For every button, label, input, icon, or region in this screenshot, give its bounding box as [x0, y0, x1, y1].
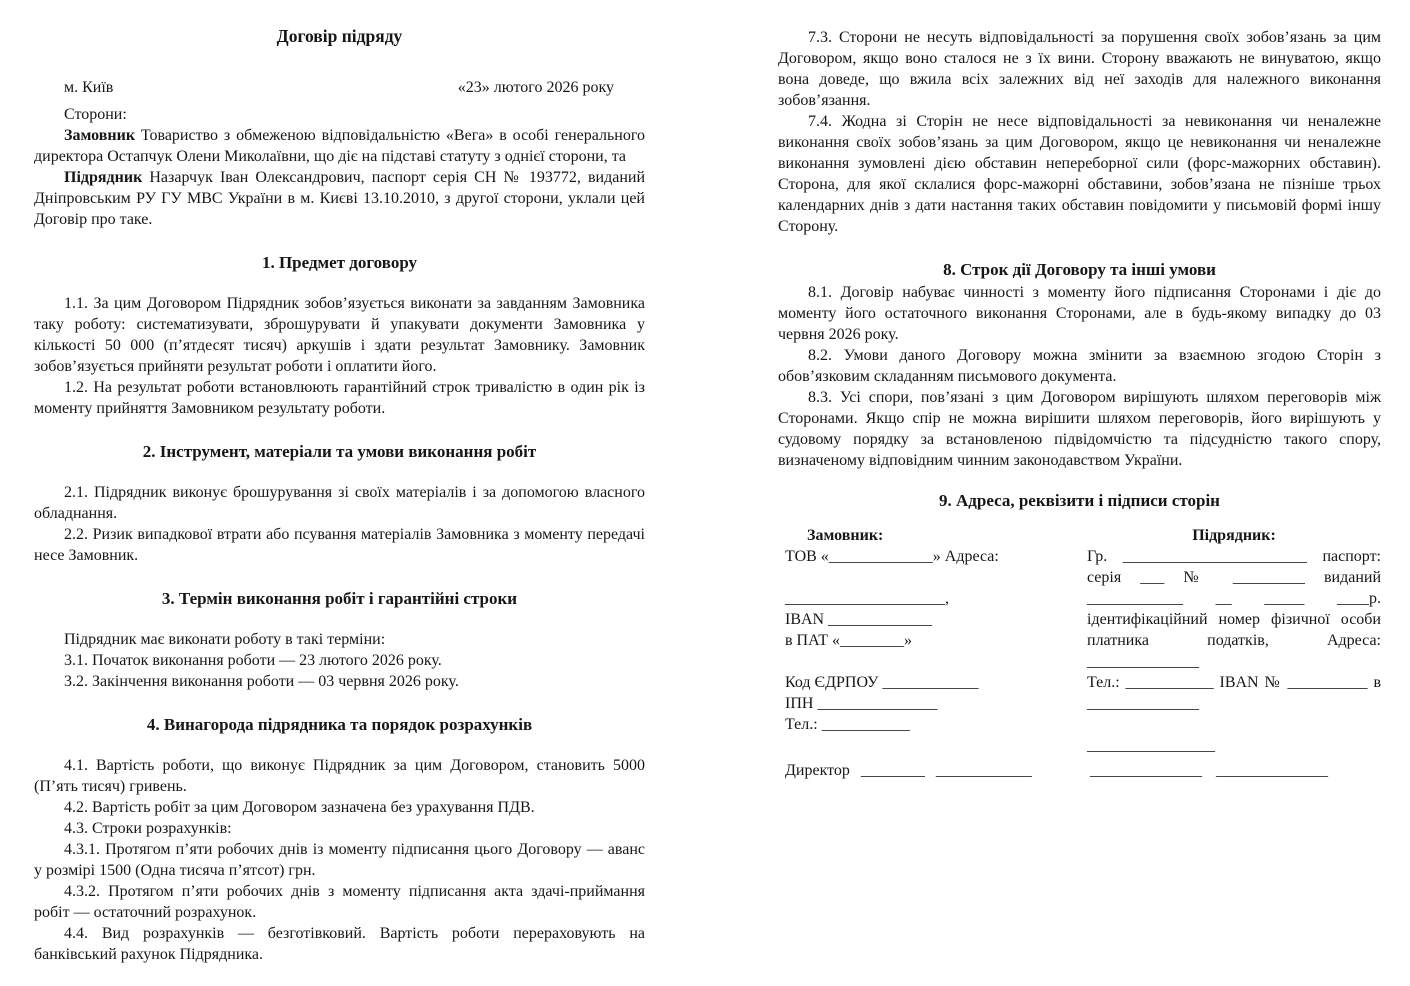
clause-8-2: 8.2. Умови даного Договору можна змінити за взаємною згодою Сторін з обов’язковим складанням письмового документа. [778, 347, 1381, 385]
clause-4-1: 4.1. Вартість роботи, що виконує Підрядник за цим Договором, становить 5000 (П’ять тисяч) гривень. [34, 757, 645, 795]
clause-8-3: 8.3. Усі спори, пов’язані з цим Договором вирішують шляхом переговорів між Сторонами. Якщо спір не можна вирішити шляхом переговорів, його вирішують у судовому порядку за встановленою підвідомчістю та підсудністю такого спору, визначеному відповідним чинним законодавством України. [778, 389, 1381, 469]
parties-intro: Сторони: [64, 106, 127, 123]
clause-7-4: 7.4. Жодна зі Сторін не несе відповідальності за невиконання чи неналежне виконання своїх зобов’язань за цим Договором, якщо це невиконання чи неналежне виконання зумовлені дією обставин непереборної сили (форс-мажорних обставин). Сторона, для якої склалися форс-мажорні обставини, зобов’язана не пізніше трьох календарних днів з дати настання таких обставин повідомити у письмовій формі іншу Сторону. [778, 113, 1381, 235]
contractor-requisite-line-2: ________________ [1087, 737, 1215, 754]
customer-party-text: Товариство з обмеженою відповідальністю «Вега» в особі генерального директора Остапчук Олени Миколаївни, що діє на підставі статуту з однієї сторони, та [34, 127, 645, 165]
contract-page-1 [34, 0, 645, 965]
customer-signature-line: Директор ________ ____________ [785, 762, 1032, 779]
section-9-heading: 9. Адреса, реквізити і підписи сторін [939, 491, 1220, 510]
customer-requisite-edrpou: Код ЄДРПОУ ____________ [785, 674, 979, 691]
customer-requisite-company: ТОВ «_____________» Адреса: [785, 548, 999, 565]
contractor-requisite-passport: серія ___ № _________ виданий [1087, 569, 1381, 586]
date-label: «23» лютого 2026 року [457, 79, 614, 96]
clause-2-1: 2.1. Підрядник виконує брошурування зі своїх матеріалів і за допомогою власного обладнання. [34, 484, 645, 522]
customer-term: Замовник [64, 127, 136, 144]
document-title: Договір підряду [276, 26, 403, 46]
clause-1-1: 1.1. За цим Договором Підрядник зобов’язується виконати за завданням Замовника таку роботу: систематизувати, зброшурувати й упакувати документи Замовника у кількості 50 000 (п’ятдесят тисяч) аркушів і здати результат Замовнику. Замовник зобов’язується прийняти результат роботи і оплатити його. [34, 295, 645, 375]
signatures-requisites-block [778, 525, 1381, 756]
clause-4-3: 4.3. Строки розрахунків: [64, 820, 232, 837]
customer-party-paragraph [34, 125, 645, 167]
clause-4-3-2: 4.3.2. Протягом п’яти робочих днів з моменту підписання акта здачі-приймання робіт — остаточний розрахунок. [34, 883, 645, 921]
clause-3-1: 3.1. Початок виконання роботи — 23 лютого 2026 року. [64, 652, 442, 669]
customer-column-header: Замовник: [807, 527, 884, 544]
clause-8-1: 8.1. Договір набуває чинності з моменту його підписання Сторонами і діє до моменту його остаточного виконання Сторонами, але в будь-якому випадку до 03 червня 2026 року. [778, 284, 1381, 343]
contractor-requisite-name: Гр. _______________________ паспорт: [1087, 548, 1381, 565]
section-1-heading: 1. Предмет договору [261, 253, 418, 272]
clause-4-4: 4.4. Вид розрахунків — безготівковий. Вартість роботи перераховують на банківський рахунок Підрядника. [34, 925, 645, 963]
contractor-party-text: Назарчук Іван Олександрович, паспорт серія СН № 193772, виданий Дніпровським РУ ГУ МВС України в м. Києві 13.10.2010, з другої сторони, уклали цей Договір про таке. [34, 169, 645, 228]
contractor-requisite-issued: ____________ __ _____ ____р. [1087, 590, 1381, 607]
customer-requisite-blank [778, 567, 1087, 588]
clause-7-3: 7.3. Сторони не несуть відповідальності за порушення своїх зобов’язань за цим Договором, якщо воно сталося не з їх вини. Сторону вважають не винуватою, якщо вона доведе, що вжила всіх залежних від неї заходів для належного виконання зобов’язання. [778, 29, 1381, 109]
contractor-requisite-blank [1087, 714, 1381, 735]
customer-requisite-address-line: ____________________, [785, 590, 949, 607]
place-label: м. Київ [64, 79, 114, 96]
clause-3-intro: Підрядник має виконати роботу в такі терміни: [64, 631, 386, 648]
contractor-requisite-bank-line: ______________ [1087, 695, 1199, 712]
section-4-heading: 4. Винагорода підрядника та порядок розрахунків [146, 715, 533, 734]
contractor-signature-line: ______________ ______________ [1090, 762, 1328, 779]
signature-lines-row [778, 760, 1381, 781]
clause-2-2: 2.2. Ризик випадкової втрати або псування матеріалів Замовника з моменту передачі несе Замовник. [34, 526, 645, 564]
contractor-column-header: Підрядник: [1192, 527, 1276, 544]
customer-requisite-ipn: ІПН _______________ [785, 695, 938, 712]
clause-3-2: 3.2. Закінчення виконання роботи — 03 червня 2026 року. [64, 673, 459, 690]
contractor-requisite-address: платника податків, Адреса: ______________ [1087, 632, 1381, 670]
section-3-heading: 3. Термін виконання робіт і гарантійні строки [161, 589, 518, 608]
contract-page-2 [778, 0, 1381, 781]
clause-1-2: 1.2. На результат роботи встановлюють гарантійний строк тривалістю в один рік із моменту прийняття Замовником результату роботи. [34, 379, 645, 417]
customer-requisite-blank-2 [778, 735, 1087, 756]
place-date-row [34, 77, 645, 98]
contractor-term: Підрядник [64, 169, 143, 186]
section-2-heading: 2. Інструмент, матеріали та умови виконання робіт [142, 442, 537, 461]
customer-requisite-iban: IBAN _____________ [785, 611, 933, 628]
customer-requisite-bank: в ПАТ «________» [785, 632, 913, 649]
contractor-requisite-phone-iban: Тел.: ___________ IBAN № __________ в [1087, 674, 1381, 691]
contractor-party-paragraph [34, 167, 645, 230]
customer-requisite-phone: Тел.: ___________ [785, 716, 910, 733]
clause-4-3-1: 4.3.1. Протягом п’яти робочих днів із моменту підписання цього Договору — аванс у розмірі 1500 (Одна тисяча п’ятсот) грн. [34, 841, 645, 879]
clause-4-2: 4.2. Вартість робіт за цим Договором зазначена без урахування ПДВ. [64, 799, 535, 816]
contractor-requisite-tax-id: ідентифікаційний номер фізичної особи [1087, 611, 1381, 628]
section-8-heading: 8. Строк дії Договору та інші умови [943, 260, 1216, 279]
